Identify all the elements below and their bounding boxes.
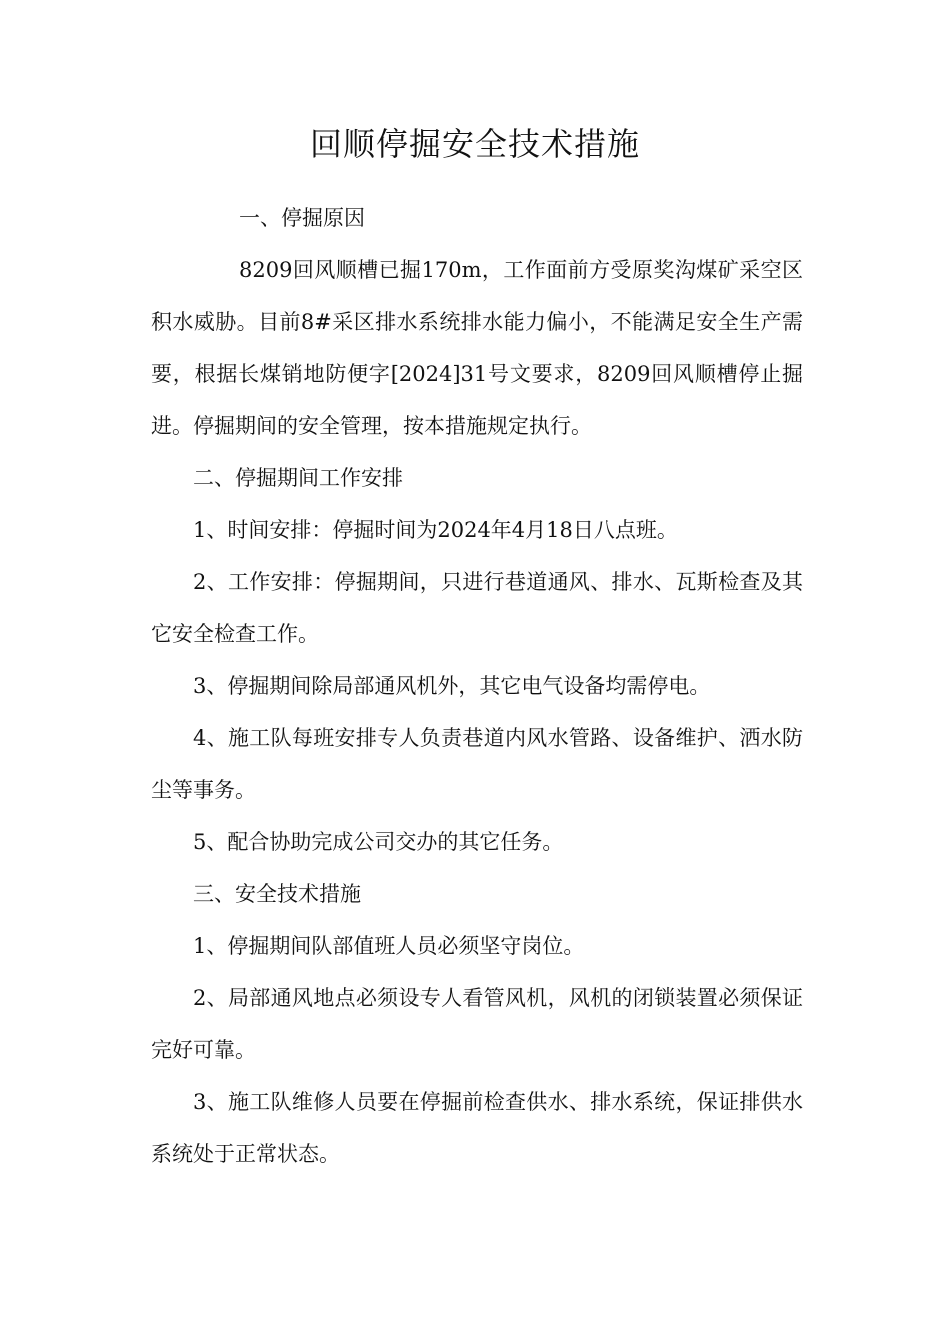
list-item-duty: 1、停掘期间队部值班人员必须坚守岗位。: [193, 934, 585, 958]
section-heading-2: 二、停掘期间工作安排: [193, 466, 403, 490]
list-item-time: 1、时间安排：停掘时间为2024年4月18日八点班。: [193, 518, 678, 542]
section-heading-3: 三、安全技术措施: [193, 882, 361, 906]
paragraph-reason: 8209回风顺槽已掘170m，工作面前方受原奖沟煤矿采空区积水威胁。目前8#采区排水系统排水能力偏小，不能满足安全生产需要，根据长煤销地防便字[2024]31号文要求，8209回风顺槽停止掘进。停掘期间的安全管理，按本措施规定执行。: [151, 258, 803, 438]
list-item-water-system: 3、施工队维修人员要在停掘前检查供水、排水系统，保证排供水系统处于正常状态。: [151, 1090, 803, 1166]
document-title: 回顺停掘安全技术措施: [309, 125, 640, 163]
list-item-ventilation: 2、局部通风地点必须设专人看管风机，风机的闭锁装置必须保证完好可靠。: [151, 986, 803, 1062]
list-item-power: 3、停掘期间除局部通风机外，其它电气设备均需停电。: [193, 674, 711, 698]
list-item-assist: 5、配合协助完成公司交办的其它任务。: [193, 830, 564, 854]
list-item-maintenance: 4、施工队每班安排专人负责巷道内风水管路、设备维护、洒水防尘等事务。: [151, 726, 803, 802]
section-heading-1: 一、停掘原因: [239, 206, 365, 230]
document-body: [151, 192, 803, 1180]
list-item-work: 2、工作安排：停掘期间，只进行巷道通风、排水、瓦斯检查及其它安全检查工作。: [151, 570, 803, 646]
